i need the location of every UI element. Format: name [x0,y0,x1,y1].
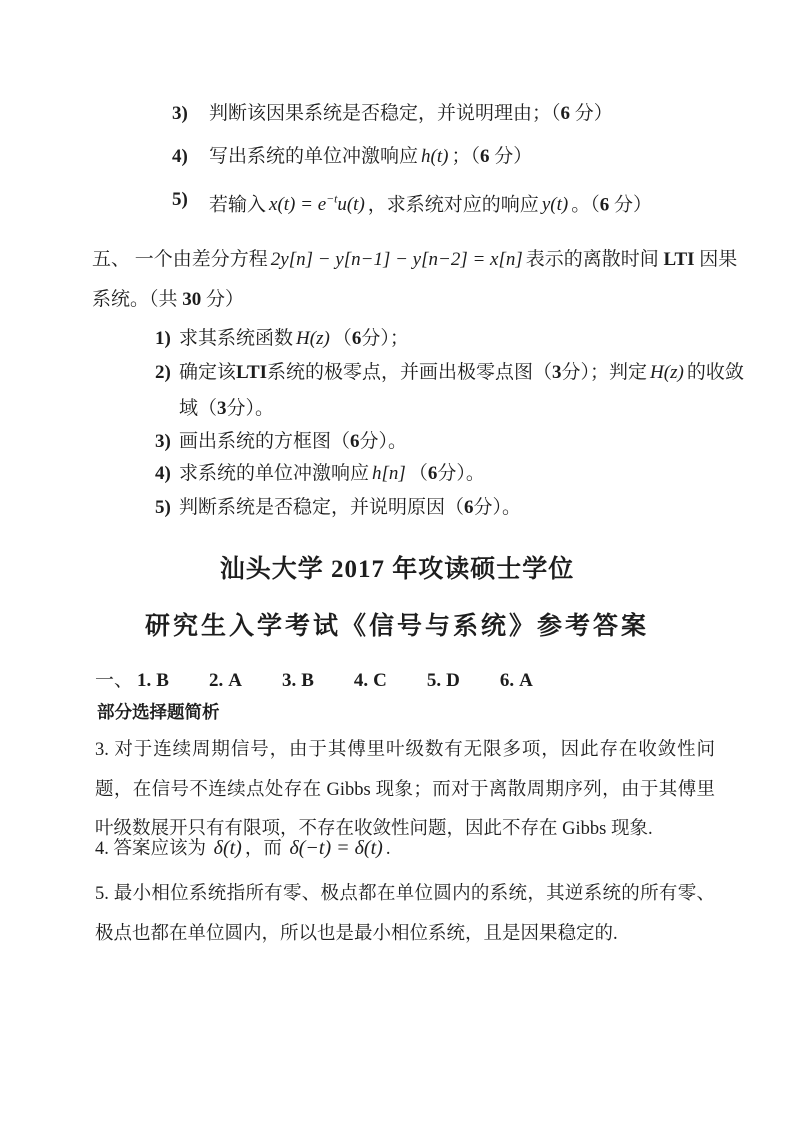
item-text-pre: 若输入 [209,194,267,216]
question-item-4 [172,144,652,170]
statement-pre: 五、 一个由差分方程 [92,249,268,270]
answer-key-item: 1. B [137,670,169,691]
impulse-response-sequence-expression: h[n] [372,463,406,484]
item-number: 3) [155,431,171,452]
input-signal-expression: $x(t) = e^{-t}u(t)$ [269,193,365,216]
item-text: 判断系统是否稳定，并说明原因（6分）。 [179,497,522,518]
delta-expression: δ(t) [213,837,242,859]
paragraph-text: . [385,839,391,859]
difference-equation: 2y[n] − y[n−1] − y[n−2] = x[n] [270,249,523,270]
output-signal-expression: y(t) [541,194,569,216]
item-number: 5) [155,497,171,518]
item-text [209,187,652,218]
answer-key-item: 6. A [499,670,533,691]
problem-five-subquestions [92,326,744,521]
statement-post: 表示的离散时间 LTI 因果 [525,249,738,270]
item-number: 4) [155,463,171,484]
answer-key-item: 4. C [353,670,387,691]
analysis-paragraph-3: 3. 对于连续周期信号，由于其傅里叶级数有无限多项，因此存在收敛性问题，在信号不连续点处存在 Gibbs 现象；而对于离散周期序列，由于其傅里叶级数展开只有有限项，不存在收敛性问题，因此不存在 Gibbs 现象. [95,740,715,839]
item-number: 3) [172,103,188,124]
problem-five-statement [92,247,738,273]
item-number: 4) [172,146,188,167]
item-number: 2) [155,362,171,383]
item-text: 求系统的单位冲激响应 h[n] （6分）。 [179,463,485,484]
system-function-expression: H(z) [650,362,684,383]
question-list-continued [172,101,652,235]
answer-key-row [95,665,573,692]
item-number: 1) [155,328,171,349]
item-text: 求其系统函数 H(z) （6分）； [179,328,409,349]
subquestion-1 [155,326,717,352]
subquestion-2-continuation: 域（3分）。 [179,398,275,419]
analysis-paragraph-4 [95,833,715,864]
item-text-post: 。（6 分） [571,194,652,216]
item-text: 判断该因果系统是否稳定，并说明理由；（6 分） [209,103,613,124]
item-text: 确定该LTI系统的极零点，并画出极零点图（3分）；判定 H(z) 的收敛 [179,362,744,383]
answers-title [0,549,794,642]
question-item-3 [172,101,652,127]
subquestion-3 [155,429,717,455]
question-item-5 [172,187,652,218]
delta-identity-expression: δ(−t) = δ(t) [289,837,383,859]
impulse-response-expression: h(t) [421,146,449,167]
problem-five [92,247,744,529]
answer-key-section-label: 一、 [95,670,134,691]
problem-five-statement-line2: 系统。（共 30 分） [92,289,245,310]
answers-title-line-1: 汕头大学 2017 年攻读硕士学位 [219,556,575,583]
analysis-section-heading: 部分选择题简析 [97,702,220,722]
item-text-mid: ，求系统对应的响应 [367,194,539,216]
item-number: 5) [172,189,188,210]
system-function-expression: H(z) [296,328,330,349]
answer-key-item: 5. D [426,670,460,691]
paragraph-text: 4. 答案应该为 [95,839,211,859]
item-text [209,144,532,170]
subquestion-5 [155,495,717,521]
item-text: 画出系统的方框图（6分）。 [179,431,408,452]
subquestion-2 [155,360,744,386]
answer-key-item: 3. B [281,670,314,691]
analysis-paragraph-5: 5. 最小相位系统指所有零、极点都在单位圆内的系统，其逆系统的所有零、极点也都在单位圆内，所以也是最小相位系统，且是因果稳定的. [95,884,715,944]
item-text-post: ；（6 分） [451,146,533,167]
answer-key-item: 2. A [208,670,242,691]
paragraph-text: ，而 [244,839,287,859]
item-text-pre: 写出系统的单位冲激响应 [209,146,419,167]
subquestion-4 [155,461,717,487]
answers-title-line-2: 研究生入学考试《信号与系统》参考答案 [144,613,649,640]
